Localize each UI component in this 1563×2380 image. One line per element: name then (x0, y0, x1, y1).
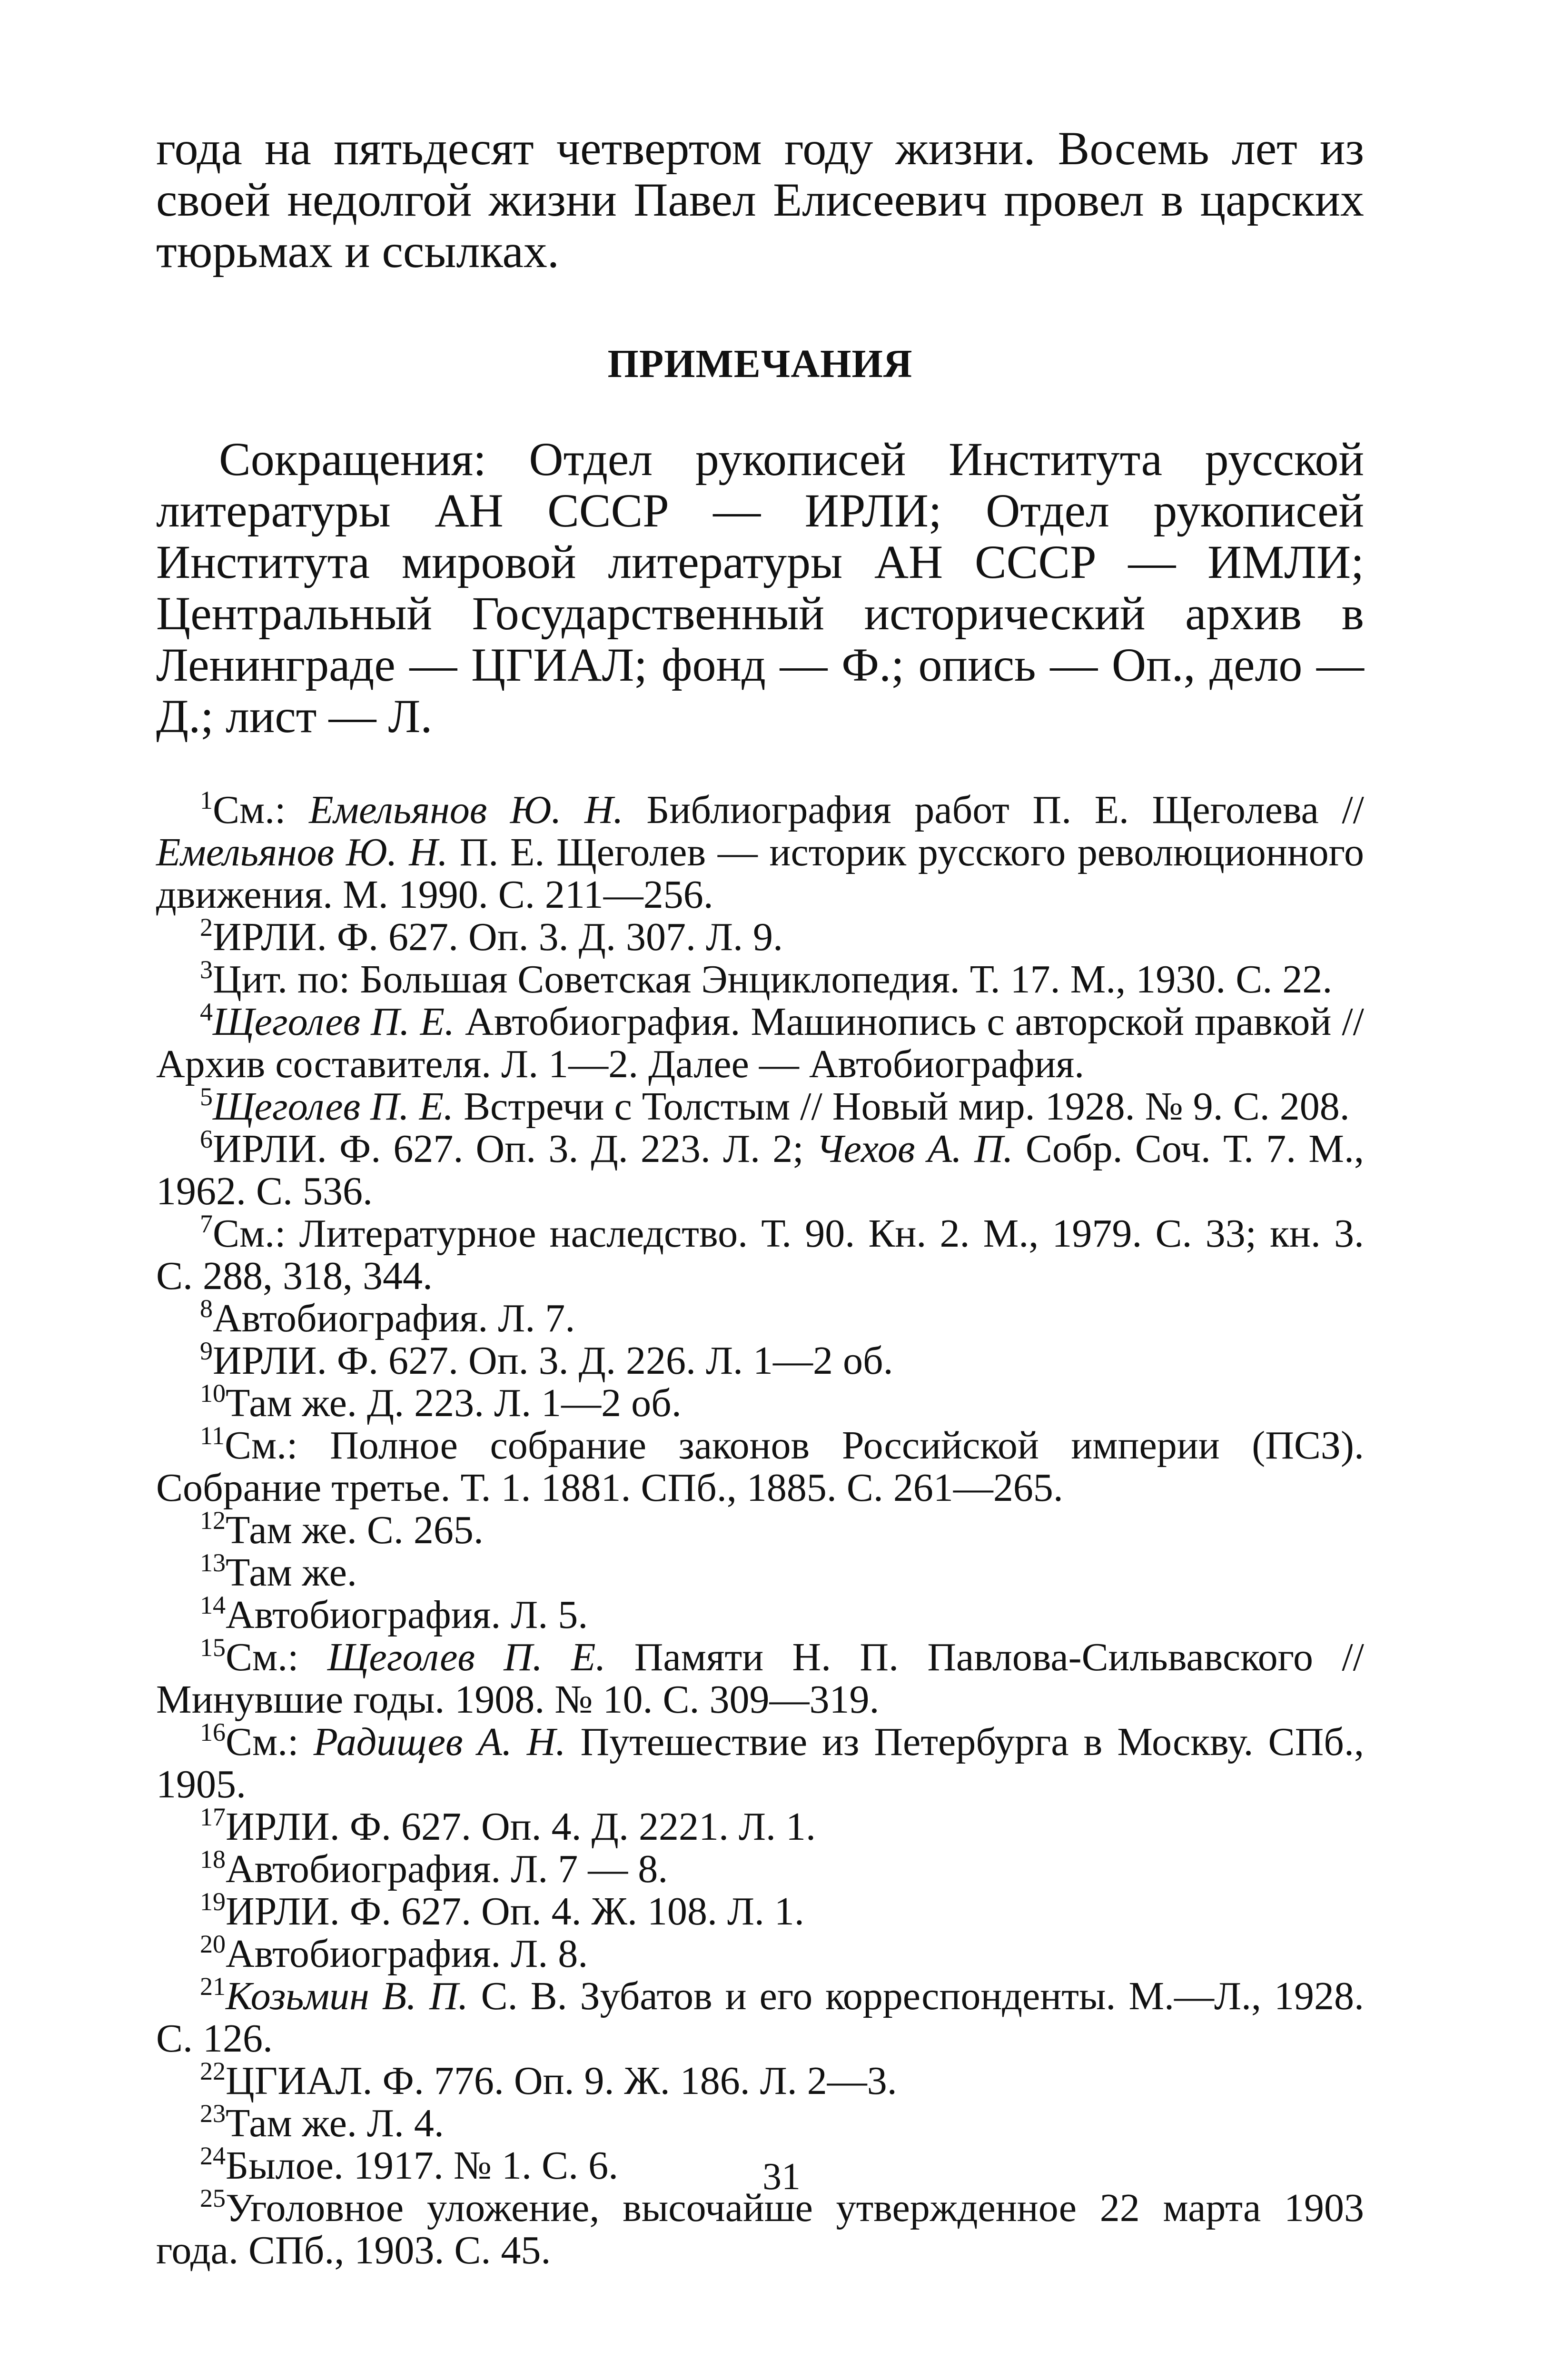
note-text: Там же. Л. 4. (226, 2101, 444, 2145)
note-author: Щеголев П. Е. (213, 1084, 454, 1129)
note-item (156, 1591, 1364, 1637)
note-author: Щеголев П. Е. (213, 1000, 455, 1044)
abbreviations-paragraph: Сокращения: Отдел рукописей Института русской литературы АН СССР — ИРЛИ; Отдел рукописей Института мировой литературы АН СССР — ИМЛИ; Центральный Государственный исторический архив в Ленинграде — ЦГИАЛ; фонд — Ф.; опись — Оп., дело — Д.; лист — Л. (156, 433, 1364, 743)
note-item (156, 1972, 1364, 2061)
note-item (156, 786, 1365, 917)
note-text: Памяти Н. П. Павлова-Сильвавского // Минувшие годы. 1908. № 10. С. 309—319. (156, 1635, 1364, 1722)
note-text: Встречи с Толстым // Новый мир. 1928. № 9. С. 208. (454, 1084, 1350, 1129)
note-text: Былое. 1917. № 1. С. 6. (226, 2143, 619, 2188)
note-text: ИРЛИ. Ф. 627. Оп. 3. Д. 223. Л. 2; (213, 1127, 816, 1171)
note-text: Библиография работ П. Е. Щеголева // (623, 788, 1365, 832)
note-item (156, 1421, 1364, 1510)
note-item (156, 1082, 1364, 1129)
note-number: 8 (200, 1294, 213, 1323)
note-number: 23 (200, 2099, 226, 2128)
note-number: 19 (200, 1887, 226, 1916)
note-number: 1 (200, 786, 213, 814)
note-item (156, 1294, 1364, 1340)
note-text: Уголовное уложение, высочайше утвержденное 22 марта 1903 года. СПб., 1903. С. 45. (156, 2186, 1364, 2272)
note-text: ИРЛИ. Ф. 627. Оп. 4. Ж. 108. Л. 1. (226, 1889, 804, 1934)
note-number: 10 (200, 1379, 226, 1408)
note-item (156, 1506, 1364, 1552)
note-author: Щеголев П. Е. (327, 1635, 606, 1679)
note-item (156, 1930, 1364, 1976)
note-author: Радищев А. Н. (313, 1720, 566, 1764)
note-number: 21 (200, 1972, 226, 2001)
note-number: 16 (200, 1718, 226, 1746)
note-number: 3 (200, 955, 213, 984)
page-content (156, 123, 1364, 2271)
note-text: Цит. по: Большая Советская Энциклопедия. Т. 17. М., 1930. С. 22. (213, 957, 1333, 1002)
note-text: См.: Литературное наследство. Т. 90. Кн. 2. М., 1979. С. 33; кн. 3. С. 288, 318, 344. (156, 1211, 1364, 1298)
page-number: 31 (762, 2156, 801, 2198)
note-item (156, 998, 1364, 1086)
note-number: 6 (200, 1125, 213, 1153)
note-text: ИРЛИ. Ф. 627. Оп. 3. Д. 307. Л. 9. (213, 915, 783, 959)
note-item (156, 2099, 1364, 2145)
note-item (156, 2057, 1364, 2103)
note-number: 14 (200, 1591, 226, 1619)
note-text: Автобиография. Л. 7 — 8. (226, 1847, 668, 1891)
note-text: Собр. Соч. Т. 7. М., 1962. С. 536. (156, 1127, 1364, 1213)
notes-list (156, 786, 1365, 2272)
note-item (156, 2184, 1364, 2272)
note-number: 24 (200, 2142, 226, 2170)
note-text: Там же. Д. 223. Л. 1—2 об. (226, 1381, 682, 1425)
note-number: 9 (200, 1337, 213, 1365)
note-number: 7 (200, 1210, 213, 1238)
note-text: Автобиография. Л. 7. (213, 1296, 575, 1340)
note-text: Автобиография. Л. 8. (226, 1932, 588, 1976)
note-item (156, 1125, 1364, 1213)
note-item (156, 1845, 1364, 1891)
note-number: 5 (200, 1082, 213, 1111)
note-item (156, 1805, 1364, 1848)
note-item (156, 1548, 1364, 1595)
note-text: Путешествие из Петербурга в Москву. СПб., 1905. (156, 1720, 1364, 1806)
note-text: Автобиография. Машинопись с авторской правкой // Архив составителя. Л. 1—2. Далее — Автобиография. (156, 1000, 1364, 1086)
note-number: 20 (200, 1930, 226, 1958)
note-number: 17 (200, 1803, 226, 1831)
note-text: С. В. Зубатов и его корреспонденты. М.—Л., 1928. С. 126. (156, 1974, 1364, 2061)
note-text: ЦГИАЛ. Ф. 776. Оп. 9. Ж. 186. Л. 2—3. (226, 2059, 897, 2103)
note-number: 12 (200, 1506, 226, 1535)
note-item (156, 913, 1364, 959)
note-number: 15 (200, 1633, 226, 1662)
note-number: 2 (200, 913, 213, 942)
section-heading: ПРИМЕЧАНИЯ (607, 342, 913, 386)
continued-paragraph: года на пятьдесят четвертом году жизни. Восемь лет из своей недолгой жизни Павел Елисеевич провел в царских тюрьмах и ссылках. (156, 122, 1364, 278)
note-item (156, 1339, 1364, 1382)
note-text: Там же. С. 265. (226, 1508, 484, 1552)
note-text: Там же. (226, 1550, 357, 1595)
note-item (156, 1718, 1364, 1806)
note-number: 18 (200, 1845, 226, 1874)
note-text: См.: (226, 1720, 314, 1764)
note-text: См.: (226, 1635, 327, 1679)
note-item (156, 1887, 1364, 1934)
note-author: Козьмин В. П. (226, 1974, 468, 2018)
note-text: ИРЛИ. Ф. 627. Оп. 3. Д. 226. Л. 1—2 об. (213, 1339, 893, 1383)
note-text: ИРЛИ. Ф. 627. Оп. 4. Д. 2221. Л. 1. (226, 1805, 816, 1849)
note-text: Автобиография. Л. 5. (226, 1593, 588, 1637)
note-item (156, 1212, 1364, 1297)
note-number: 25 (200, 2184, 226, 2212)
note-item (156, 1633, 1364, 1722)
note-text: П. Е. Щеголев — историк русского революционного движения. М. 1990. С. 211—256. (156, 830, 1365, 917)
note-author: Емельянов Ю. Н. (309, 788, 623, 832)
note-text: См.: (213, 788, 309, 832)
note-number: 22 (200, 2057, 226, 2085)
note-text: См.: Полное собрание законов Российской империи (ПСЗ). Собрание третье. Т. 1. 1881. СПб., 1885. С. 261—265. (156, 1423, 1364, 1510)
note-item (156, 955, 1364, 1002)
note-author: Чехов А. П. (816, 1127, 1013, 1171)
note-item (156, 1379, 1364, 1425)
note-number: 11 (200, 1421, 225, 1450)
note-number: 13 (200, 1548, 226, 1577)
note-number: 4 (200, 998, 213, 1026)
note-author: Емельянов Ю. Н. (156, 830, 448, 874)
